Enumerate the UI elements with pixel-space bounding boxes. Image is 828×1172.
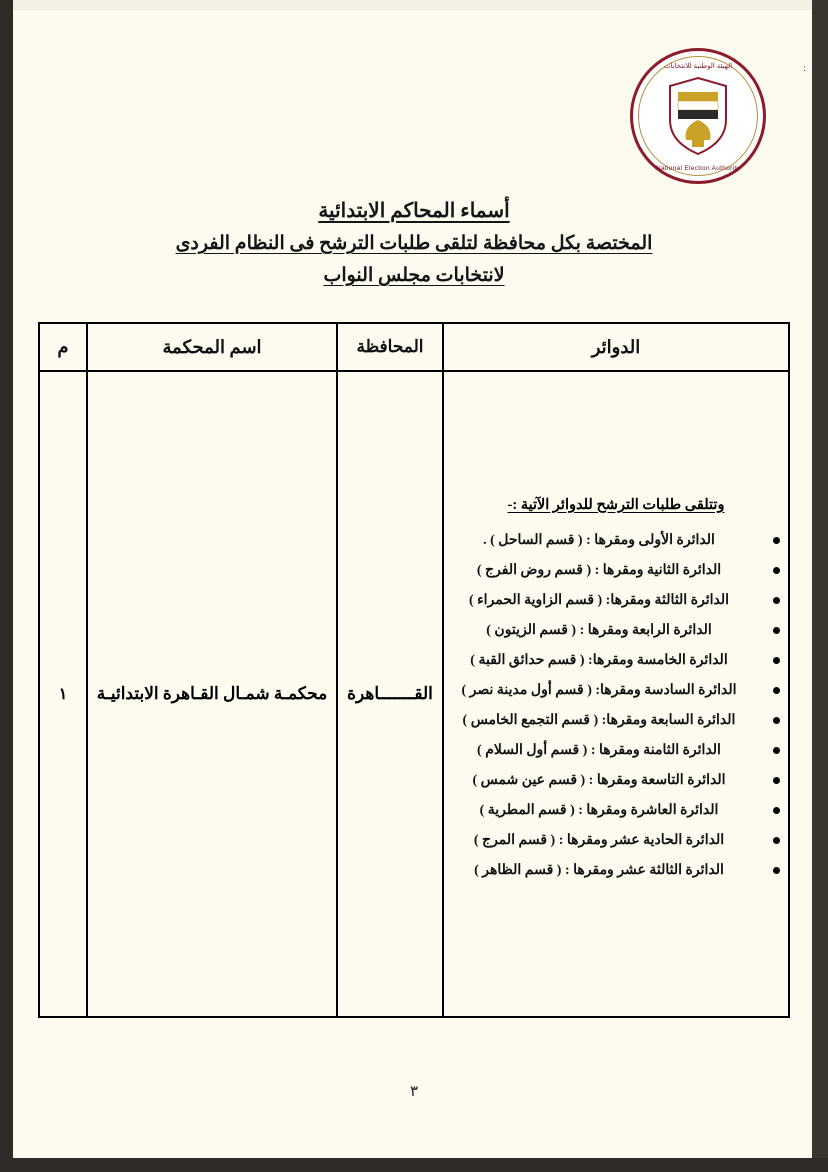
list-item bbox=[444, 652, 788, 669]
district-label: الدائرة التاسعة ومقرها : ( قسم عين شمس ) bbox=[472, 772, 726, 788]
district-label: الدائرة الثالثة عشر ومقرها : ( قسم الظاهر ) bbox=[474, 862, 724, 878]
list-item bbox=[444, 802, 788, 819]
page-edge-bottom bbox=[0, 1158, 828, 1172]
list-item bbox=[444, 562, 788, 579]
district-label: الدائرة العاشرة ومقرها : ( قسم المطرية ) bbox=[479, 802, 719, 818]
title-line-3: لانتخابات مجلس النواب bbox=[323, 265, 505, 286]
page-edge-top bbox=[0, 0, 828, 10]
district-label: الدائرة الحادية عشر ومقرها : ( قسم المرج ) bbox=[473, 832, 725, 848]
list-item bbox=[444, 862, 788, 879]
bullet-icon bbox=[773, 867, 780, 874]
bullet-icon bbox=[773, 687, 780, 694]
header-districts: الدوائر bbox=[443, 323, 789, 371]
district-label: الدائرة الخامسة ومقرها: ( قسم حدائق القبة ) bbox=[470, 652, 728, 668]
page-edge-right bbox=[812, 0, 828, 1172]
bullet-icon bbox=[773, 777, 780, 784]
table-header bbox=[39, 323, 789, 371]
district-label: الدائرة السابعة ومقرها: ( قسم التجمع الخامس ) bbox=[462, 712, 736, 728]
national-election-authority-logo bbox=[630, 48, 766, 184]
bullet-icon bbox=[773, 537, 780, 544]
list-item bbox=[444, 712, 788, 729]
scan-marks: : bbox=[802, 62, 806, 74]
bullet-icon bbox=[773, 627, 780, 634]
courts-table-container bbox=[48, 322, 790, 1018]
table-body bbox=[39, 371, 789, 1017]
title-line-2: المختصة بكل محافظة لتلقى طلبات الترشح فى النظام الفردى bbox=[175, 233, 653, 254]
header-number: م bbox=[39, 323, 87, 371]
district-label: الدائرة الرابعة ومقرها : ( قسم الزيتون ) bbox=[486, 622, 712, 638]
district-label: الدائرة الأولى ومقرها : ( قسم الساحل ) . bbox=[483, 532, 715, 548]
bullet-icon bbox=[773, 567, 780, 574]
list-item bbox=[444, 832, 788, 849]
list-item bbox=[444, 532, 788, 549]
district-label: الدائرة الثالثة ومقرها: ( قسم الزاوية الحمراء ) bbox=[468, 592, 730, 608]
list-item bbox=[444, 742, 788, 759]
eagle-emblem-icon bbox=[664, 76, 732, 156]
districts-intro: وتتلقى طلبات الترشح للدوائر الآتية :- bbox=[507, 496, 725, 513]
cell-number: ١ bbox=[39, 371, 87, 1017]
bullet-icon bbox=[773, 657, 780, 664]
list-item bbox=[444, 592, 788, 609]
district-label: الدائرة الثانية ومقرها : ( قسم روض الفرج ) bbox=[476, 562, 722, 578]
cell-governorate: القـــــــاهرة bbox=[337, 371, 443, 1017]
logo-english-text: National Election Authority bbox=[656, 165, 740, 172]
table-row bbox=[39, 371, 789, 1017]
page-edge-left bbox=[0, 0, 13, 1172]
title-line-1: أسماء المحاكم الابتدائية bbox=[318, 200, 510, 222]
table-header-row bbox=[39, 323, 789, 371]
list-item bbox=[444, 622, 788, 639]
cell-districts bbox=[443, 371, 789, 1017]
districts-list bbox=[444, 532, 788, 879]
header-governorate: المحافظة bbox=[337, 323, 443, 371]
bullet-icon bbox=[773, 717, 780, 724]
district-label: الدائرة السادسة ومقرها: ( قسم أول مدينة نصر ) bbox=[461, 682, 737, 698]
logo-arabic-text: الهيئة الوطنية للانتخابات bbox=[663, 63, 733, 70]
bullet-icon bbox=[773, 807, 780, 814]
bullet-icon bbox=[773, 837, 780, 844]
list-item bbox=[444, 772, 788, 789]
page-number: ٣ bbox=[409, 1084, 419, 1100]
header-court: اسم المحكمة bbox=[87, 323, 337, 371]
document-title bbox=[0, 198, 828, 296]
cell-court: محكمـة شمـال القـاهرة الابتدائيـة bbox=[87, 371, 337, 1017]
list-item bbox=[444, 682, 788, 699]
bullet-icon bbox=[773, 747, 780, 754]
bullet-icon bbox=[773, 597, 780, 604]
district-label: الدائرة الثامنة ومقرها : ( قسم أول السلام ) bbox=[477, 742, 721, 758]
courts-table bbox=[38, 322, 790, 1018]
